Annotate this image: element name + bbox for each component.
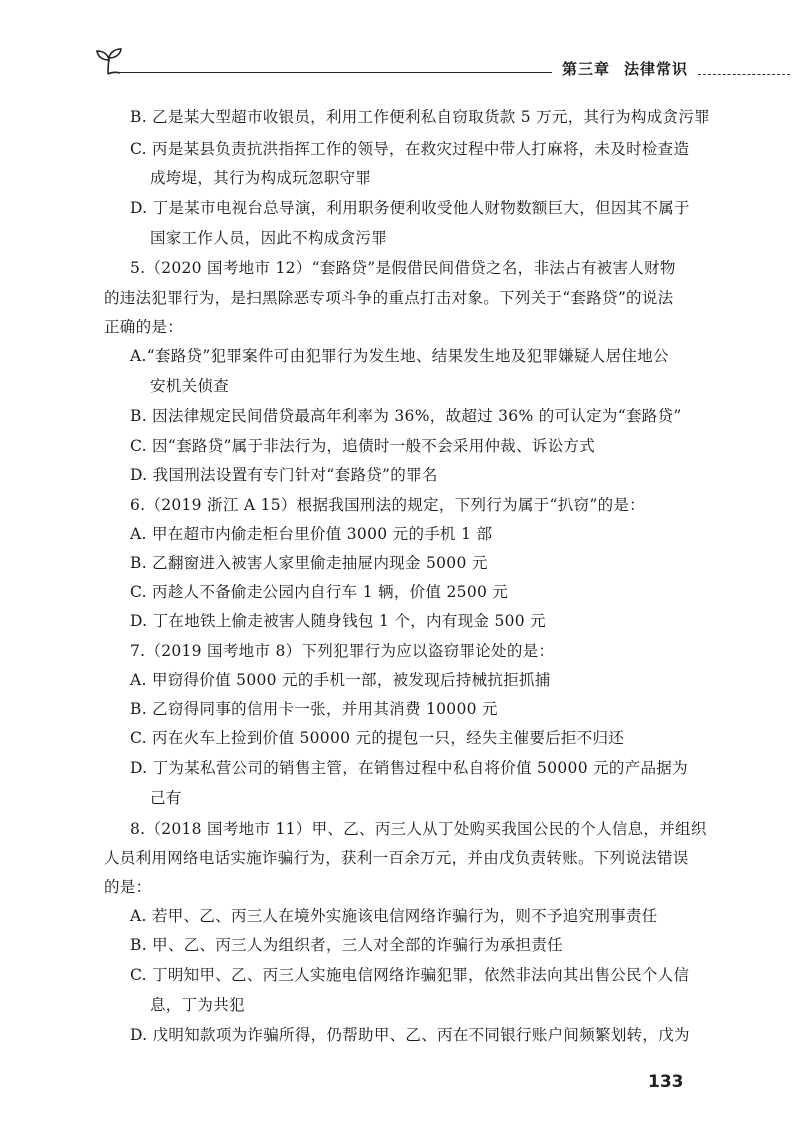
question-stem-continuation: 正确的是：	[104, 318, 184, 336]
question-stem: 5.（2020 国考地市 12）“套路贷”是假借民间借贷之名，非法占有被害人财物	[130, 259, 676, 277]
option-continuation: 己有	[150, 789, 182, 807]
option-line: A. 甲在超市内偷走柜台里价值 3000 元的手机 1 部	[130, 525, 493, 543]
page-number: 133	[648, 1072, 684, 1092]
option-line: C. 丙趁人不备偷走公园内自行车 1 辆，价值 2500 元	[130, 583, 509, 601]
header-rule-left	[120, 72, 552, 73]
option-line: D. 丁为某私营公司的销售主管，在销售过程中私自将价值 50000 元的产品据为	[130, 759, 688, 777]
option-line: A. 甲窃得价值 5000 元的手机一部，被发现后持械抗拒抓捕	[130, 671, 551, 689]
option-line: D. 丁在地铁上偷走被害人随身钱包 1 个，内有现金 500 元	[130, 612, 546, 630]
option-line: D. 丁是某市电视台总导演，利用职务便利收受他人财物数额巨大，但因其不属于	[130, 199, 690, 217]
option-continuation: 国家工作人员，因此不构成贪污罪	[150, 229, 388, 247]
chapter-number: 第三章	[562, 60, 611, 78]
option-line: C. 丁明知甲、乙、丙三人实施电信网络诈骗犯罪，依然非法向其出售公民个人信	[130, 966, 690, 984]
option-line: D. 我国刑法设置有专门针对“套路贷”的罪名	[130, 466, 438, 484]
option-line: A.“套路贷”犯罪案件可由犯罪行为发生地、结果发生地及犯罪嫌疑人居住地公	[130, 347, 669, 365]
option-line: C. 丙是某县负责抗洪指挥工作的领导，在救灾过程中带人打麻将，未及时检查造	[130, 140, 690, 158]
option-line: B. 乙翻窗进入被害人家里偷走抽屉内现金 5000 元	[130, 554, 488, 572]
option-line: A. 若甲、乙、丙三人在境外实施该电信网络诈骗行为，则不予追究刑事责任	[130, 907, 658, 925]
option-line: D. 戊明知款项为诈骗所得，仍帮助甲、乙、丙在不同银行账户间频繁划转，戊为	[130, 1026, 690, 1044]
option-continuation: 息，丁为共犯	[150, 996, 245, 1014]
question-stem-continuation: 的是：	[104, 878, 152, 896]
option-continuation: 成垮堤，其行为构成玩忽职守罪	[150, 169, 372, 187]
option-line: B. 乙窃得同事的信用卡一张，并用其消费 10000 元	[130, 700, 498, 718]
option-line: B. 因法律规定民间借贷最高年利率为 36%，故超过 36% 的可认定为“套路贷”	[130, 407, 682, 425]
option-line: B. 乙是某大型超市收银员，利用工作便利私自窃取货款 5 万元，其行为构成贪污罪	[130, 108, 710, 126]
option-line: B. 甲、乙、丙三人为组织者，三人对全部的诈骗行为承担责任	[130, 936, 563, 954]
option-line: C. 因“套路贷”属于非法行为，追债时一般不会采用仲裁、诉讼方式	[130, 437, 596, 455]
running-header	[0, 0, 800, 90]
question-stem: 7.（2019 国考地市 8）下列犯罪行为应以盗窃罪论处的是：	[130, 642, 555, 660]
chapter-title: 法律常识	[624, 60, 689, 78]
header-rule-right	[698, 74, 790, 75]
option-continuation: 安机关侦查	[150, 377, 230, 395]
chapter-heading	[562, 58, 688, 79]
question-stem-continuation: 人员利用网络电话实施诈骗行为，获利一百余万元，并由戊负责转账。下列说法错误	[104, 849, 689, 867]
question-stem: 6.（2019 浙江 A 15）根据我国刑法的规定，下列行为属于“扒窃”的是：	[130, 496, 645, 514]
question-stem-continuation: 的违法犯罪行为，是扫黑除恶专项斗争的重点打击对象。下列关于“套路贷”的说法	[104, 289, 674, 307]
question-stem: 8.（2018 国考地市 11）甲、乙、丙三人从丁处购买我国公民的个人信息，并组织	[130, 820, 707, 838]
option-line: C. 丙在火车上捡到价值 50000 元的提包一只，经失主催要后拒不归还	[130, 729, 625, 747]
